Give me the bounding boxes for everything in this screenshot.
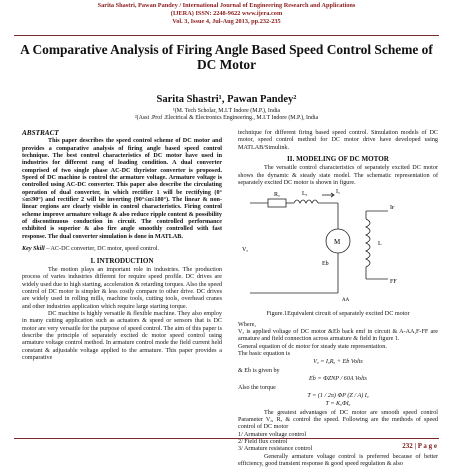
journal-header-line-1: Sarita Shastri, Pawan Pandey / International Journal of Engineering Research and Applications	[97, 2, 356, 9]
label-if: Iғ	[390, 205, 395, 212]
circuit-diagram	[238, 189, 438, 309]
section-2-text: The versatile control characteristics of separately excited DC motor shows the dynamic & steady state model. The schematic representation of separately excited DC motor is shown in figure.	[238, 165, 438, 187]
eb-given-text: & Eb is given by	[238, 367, 280, 374]
abstract-text: This paper describes the speed control scheme of DC motor and provides a comparative analysis of firing angle based speed control technique. The best control characteristics of DC motor have used in industries for different rang of loading condition. A dual converter comprised of two single phase AC-DC thyristor converter is proposed. Speed of DC machine is control the armature voltage. Armature voltage is controlled using AC-DC converter. This paper also describe the circulating operation of dual converter, in which rectifier 1 will be rectifying (0° ≤α≤90°) and rectifier 2 will be inverting (90°≤α≤180°). The linear & non-linear regions are clearly visible in control characteristics. Firing control scheme improve armature voltage & also reduce ripple content & possibility of discontinuous conduction in circuit. The controlled performance exhibited is superior & also fire angle smoothly controlled with fast response. The dual converter simulation is done in MATLAB.	[22, 138, 222, 240]
equation-3: T = (1 / 2π) ΦP (Z / A) Iₐ	[307, 392, 369, 399]
label-aa: AA	[342, 298, 350, 304]
where-text: Vₐ is applied voltage of DC motor &Eb back emf in circuit & A-AA,F-FF are armature and field connection across armature & field in figure 1.	[238, 329, 438, 343]
label-eb: Eb	[322, 261, 329, 268]
label-motor: M	[334, 238, 341, 247]
label-ff: FF	[390, 279, 397, 286]
figure-caption: Figure.1Equivalent circuit of separately excited DC motor	[266, 311, 410, 318]
paper-title: A Comparative Analysis of Firing Angle Based Speed Control Scheme of DC Motor	[20, 42, 433, 72]
general-equation-text: General equation of dc motor for steady state representation.	[238, 343, 387, 350]
label-la: Lₐ	[302, 191, 308, 198]
method-3: 3/ Armature resistance control	[238, 446, 313, 453]
keywords-text: – AC-DC converter, DC motor, speed control.	[44, 246, 160, 253]
intro-paragraph-1: The motion plays an important role in industries. The production process of varies industries different for require speed profile. DC drives are widely used due to high starting, acceleration & retarding torques. Also the speed control of DC motor is simpler & less costly compare to other drive. DC drives are widely used in rolling mills, machine tools, cutting tools, overhead cranes and other industries application which require large starting torque.	[22, 266, 222, 310]
section-2-heading: II. MODELING OF DC MOTOR	[287, 155, 389, 164]
keywords-label: Key Skill	[22, 246, 45, 253]
label-va: Vₐ	[242, 247, 248, 254]
right-column	[238, 130, 438, 468]
label-ra: Rₐ	[274, 192, 280, 199]
abstract-heading: ABSTRACT	[22, 129, 59, 137]
equation-2: Eb = ΦZNP / 60A Volts	[309, 376, 367, 383]
footer-rule	[14, 438, 439, 439]
introduction-heading: I. INTRODUCTION	[90, 256, 154, 265]
closing-text: Generally armature voltage control is preferred because of better efficiency, good transient response & good speed regulation & also	[238, 453, 438, 467]
method-1: 1/ Armature voltage control	[238, 431, 307, 438]
intro-paragraph-2: DC machine is highly versatile & flexible machine. They also employ in many cutting application such as actuators & speed or sensors that is DC motor are very versatile for the purpose of speed control. The aim of this paper is describe the principle of separately excited dc motor speed control using armature voltage control method. In armature control mode the field current held constant & adjustable voltage applied to the armature. This paper provides a comparative	[22, 310, 222, 361]
methods-text: The greatest advantages of DC motor are smooth speed control Parameter Vₐ, Rₐ & control the speed. Following are the methods of speed control of DC motor	[238, 409, 438, 431]
journal-header	[0, 2, 453, 26]
label-lf: L	[378, 241, 382, 248]
torque-text: Also the torque	[238, 384, 276, 391]
header-rule	[14, 35, 439, 36]
where-label: Where,	[238, 321, 256, 328]
left-column	[22, 130, 222, 362]
affiliation-2: ²(Asst .Prof .Electrical & Electronics Engineering., M.I.T Indore (M.P.), India	[134, 115, 319, 121]
keywords	[22, 246, 222, 253]
affiliation-1: ¹(M. Tech Scholar, M.I.T Indore (M.P.), India	[172, 108, 281, 114]
equation-4: T = KₐΦIₐ	[325, 401, 351, 408]
label-ia: Iₐ	[336, 189, 340, 196]
right-continuation: technique for different firing based speed control. Simulation models of DC motor, speed control method for DC motor drive have developed using MATLAB/Simulink.	[238, 130, 438, 151]
equivalent-circuit-figure	[238, 189, 438, 309]
authors: Sarita Shastri¹, Pawan Pandey²	[156, 94, 297, 105]
journal-header-line-2: (IJERA) ISSN: 2248-9622 www.ijera.com	[170, 10, 283, 17]
basic-equation-text: The basic equation is	[238, 351, 291, 358]
method-2: 2/ Field flux control	[238, 438, 288, 445]
equation-1: Vₐ = IₐRₐ + Eb Volts	[313, 359, 363, 366]
journal-header-line-3: Vol. 3, Issue 4, Jul-Aug 2013, pp.232-235	[172, 18, 281, 25]
page-number: 232 | P a g e	[402, 442, 437, 450]
